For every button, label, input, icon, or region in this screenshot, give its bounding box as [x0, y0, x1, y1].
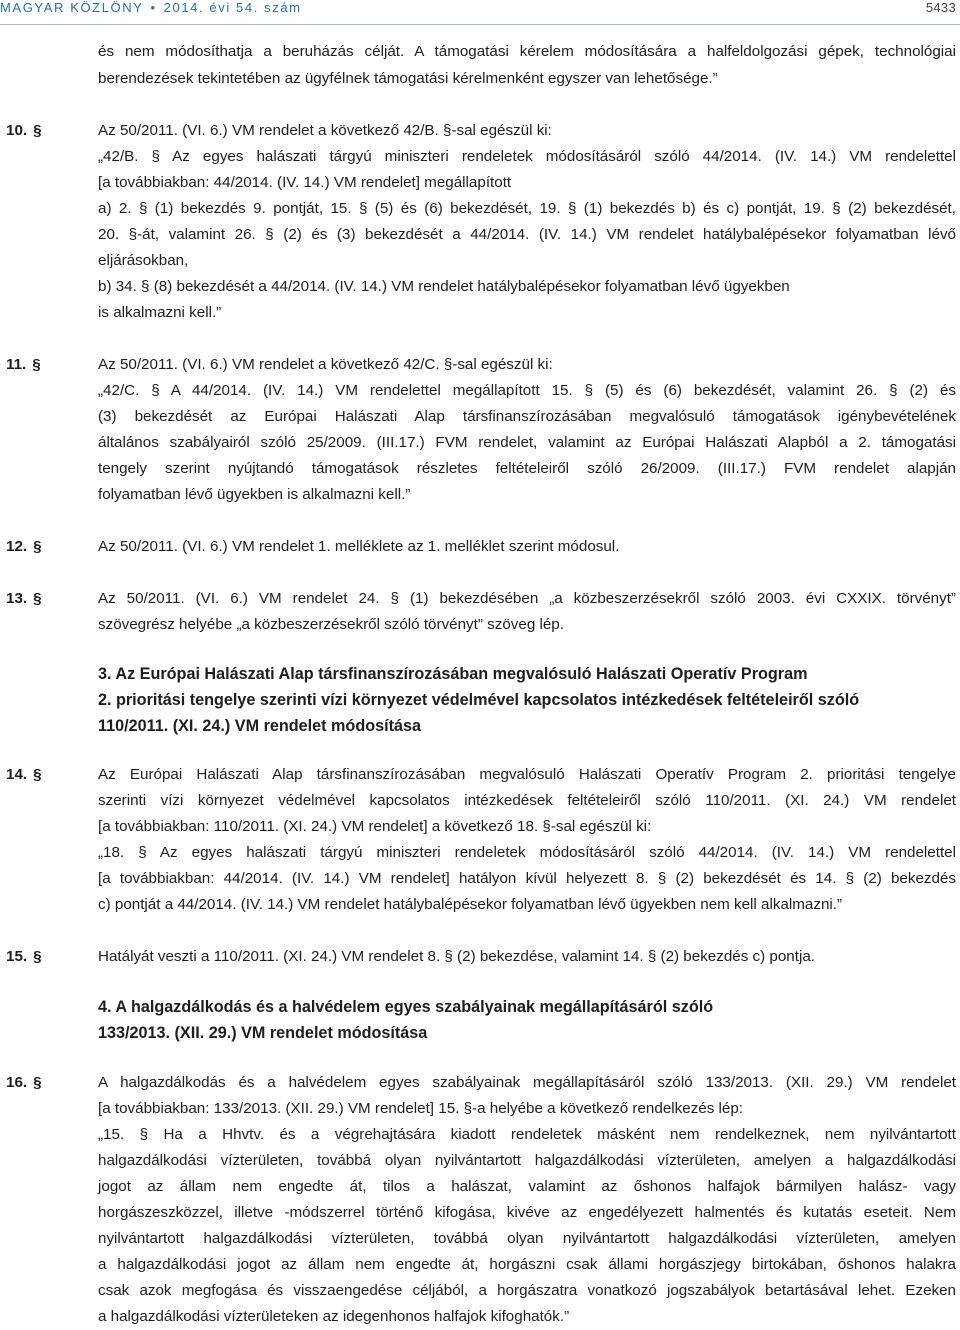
- article-number: 13.: [6, 590, 28, 607]
- paragraph-line: folyamatban lévő ügyekben is alkalmazni kell.”: [98, 486, 411, 503]
- paragraph-line: Hatályát veszti a 110/2011. (XI. 24.) VM rendelet 8. § (2) bekezdése, valamint 14. § (2) bekezdés c) pontja.: [98, 948, 815, 965]
- paragraph-line: A halgazdálkodás és a halvédelem egyes szabályainak megállapításáról szóló 133/2013. (XII. 29.) VM rendelet: [98, 1074, 956, 1091]
- paragraph-line: is alkalmazni kell.”: [98, 304, 222, 321]
- paragraph-line: „18. § Az egyes halászati tárgyú miniszteri rendeletek módosításáról szóló 44/2014. (IV. 14.) VM rendelettel: [98, 844, 956, 861]
- chapter-heading-line: 133/2013. (XII. 29.) VM rendelet módosítása: [98, 1024, 428, 1042]
- article-number: 10.: [6, 122, 28, 139]
- section-number: [6, 537, 42, 557]
- page-header: [0, 0, 960, 26]
- paragraph-line: horgászeszközzel, illetve -módszerrel történő kifogása, kivéve az engedélyezett halmentés és kutatás eseteit. Nem: [98, 1204, 956, 1221]
- paragraph-line: és nem módosíthatja a beruházás célját. A támogatási kérelem módosítására a halfeldolgozási gépek, technológiai: [98, 43, 956, 60]
- chapter-heading-line: 2. prioritási tengelye szerinti vízi környezet védelmével kapcsolatos intézkedések feltételeiről szóló: [98, 691, 860, 709]
- article-number: 16.: [6, 1074, 28, 1091]
- section-number: [6, 121, 42, 141]
- paragraph-line: a halgazdálkodási jogot az állam nem engedte át, horgászni csak állami horgászjegy birtokában, őshonos halakra: [98, 1256, 956, 1273]
- header-bullet: •: [150, 0, 157, 15]
- paragraph-line: b) 34. § (8) bekezdését a 44/2014. (IV. 14.) VM rendelet hatálybalépésekor folyamatban lévő ügyekben: [98, 278, 790, 295]
- paragraph-line: csak azok megfogása és visszaengedése céljából, a horgászatra vonatkozó jogszabályok betartásával lehet. Ezeken: [98, 1282, 956, 1299]
- section-number: [6, 1073, 42, 1093]
- paragraph-line: tengely szerint nyújtandó támogatások részletes feltételeiről szóló 26/2009. (III.17.) FVM rendelet alapján: [98, 460, 956, 477]
- section-number: [6, 765, 42, 785]
- article-number: 15.: [6, 948, 28, 965]
- journal-masthead: [0, 0, 302, 15]
- paragraph-line: általános szabályairól szóló 25/2009. (III.17.) FVM rendelet, valamint az Európai Halászati Alapból a 2. támogatási: [98, 434, 956, 451]
- chapter-heading-line: 3. Az Európai Halászati Alap társfinanszírozásában megvalósuló Halászati Operatív Program: [98, 665, 808, 683]
- paragraph-line: 20. §-át, valamint 26. § (2) és (3) bekezdését a 44/2014. (IV. 14.) VM rendelet hatálybalépésekor folyamatban lévő: [98, 226, 956, 243]
- paragraph-line: Az 50/2011. (VI. 6.) VM rendelet 1. melléklete az 1. melléklet szerint módosul.: [98, 538, 620, 555]
- section-sign: §: [33, 122, 42, 139]
- journal-title: MAGYAR KÖZLÖNY: [0, 0, 144, 15]
- chapter-heading-line: 110/2011. (XI. 24.) VM rendelet módosítása: [98, 717, 421, 735]
- page-number: 5433: [925, 0, 956, 15]
- paragraph-line: „42/C. § A 44/2014. (IV. 14.) VM rendelettel megállapított 15. § (5) és (6) bekezdését, valamint 26. § (2) és: [98, 382, 956, 399]
- section-number: [6, 355, 41, 375]
- paragraph-line: szerinti vízi környezet védelmével kapcsolatos intézkedések feltételeiről szóló 110/2011. (XI. 24.) VM rendelet: [98, 792, 956, 809]
- paragraph-line: nyilvántartott halgazdálkodási vízterületen, továbbá olyan nyilvántartott halgazdálkodási vízterületen, amelyen: [98, 1230, 956, 1247]
- paragraph-line: Az 50/2011. (VI. 6.) VM rendelet a következő 42/C. §-sal egészül ki:: [98, 356, 553, 373]
- article-number: 14.: [6, 766, 28, 783]
- article-number: 12.: [6, 538, 28, 555]
- paragraph-line: [a továbbiakban: 110/2011. (XI. 24.) VM rendelet] a következő 18. §-sal egészül ki:: [98, 818, 652, 835]
- paragraph-line: [a továbbiakban: 44/2014. (IV. 14.) VM rendelet] hatályon kívül helyezett 8. § (2) bekezdését és 14. § (2) bekezdés: [98, 870, 956, 887]
- paragraph-line: halgazdálkodási vízterületen, továbbá olyan nyilvántartott halgazdálkodási vízterületen, amelyen a halgazdálkodási: [98, 1152, 956, 1169]
- paragraph-line: c) pontját a 44/2014. (IV. 14.) VM rendelet hatálybalépésekor folyamatban lévő ügyekben nem kell alkalmazni.”: [98, 896, 843, 913]
- paragraph-line: a) 2. § (1) bekezdés 9. pontját, 15. § (5) és (6) bekezdését, 19. § (1) bekezdés b) és c) pontját, 19. § (2) bekezdését,: [98, 200, 956, 217]
- paragraph-line: eljárásokban,: [98, 252, 189, 269]
- section-sign: §: [33, 766, 42, 783]
- paragraph-line: Az 50/2011. (VI. 6.) VM rendelet 24. § (1) bekezdésében „a közbeszerzésekről szóló 2003. évi CXXIX. törvényt”: [98, 590, 956, 607]
- chapter-heading-line: 4. A halgazdálkodás és a halvédelem egyes szabályainak megállapításáról szóló: [98, 998, 714, 1016]
- article-number: 11.: [6, 356, 27, 373]
- section-sign: §: [33, 948, 42, 965]
- section-sign: §: [33, 590, 42, 607]
- paragraph-line: szövegrész helyébe „a közbeszerzésekről szóló törvényt” szöveg lép.: [98, 616, 564, 633]
- paragraph-line: jogot az állam nem engedte át, tilos a halászat, valamint az őshonos halfajok bármilyen halász- vagy: [98, 1178, 956, 1195]
- section-number: [6, 947, 42, 967]
- paragraph-line: Az 50/2011. (VI. 6.) VM rendelet a következő 42/B. §-sal egészül ki:: [98, 122, 552, 139]
- paragraph-line: „15. § Ha a Hhvtv. és a végrehajtására kiadott rendeletek másként nem rendelkeznek, nem nyilvántartott: [98, 1126, 956, 1143]
- paragraph-line: a halgazdálkodási vízterületeken az idegenhonos halfajok kifoghatók.”: [98, 1308, 570, 1325]
- paragraph-line: berendezések tekintetében az ügyfélnek támogatási kérelmenként egyszer van lehetősége.”: [98, 70, 718, 87]
- paragraph-line: [a továbbiakban: 44/2014. (IV. 14.) VM rendelet] megállapított: [98, 174, 512, 191]
- section-number: [6, 589, 42, 609]
- section-sign: §: [33, 1074, 42, 1091]
- header-divider: [0, 24, 960, 25]
- issue-label: 2014. évi 54. szám: [163, 0, 302, 15]
- section-sign: §: [32, 356, 41, 373]
- paragraph-line: [a továbbiakban: 133/2013. (XII. 29.) VM rendelet] 15. §-a helyébe a következő rendelkezés lép:: [98, 1100, 744, 1117]
- section-sign: §: [33, 538, 42, 555]
- paragraph-line: „42/B. § Az egyes halászati tárgyú miniszteri rendeletek módosításáról szóló 44/2014. (IV. 14.) VM rendelettel: [98, 148, 956, 165]
- paragraph-line: (3) bekezdését az Európai Halászati Alap társfinanszírozásában megvalósuló támogatások igénybevételének: [98, 408, 956, 425]
- paragraph-line: Az Európai Halászati Alap társfinanszírozásában megvalósuló Halászati Operatív Program 2. prioritási tengelye: [98, 766, 956, 783]
